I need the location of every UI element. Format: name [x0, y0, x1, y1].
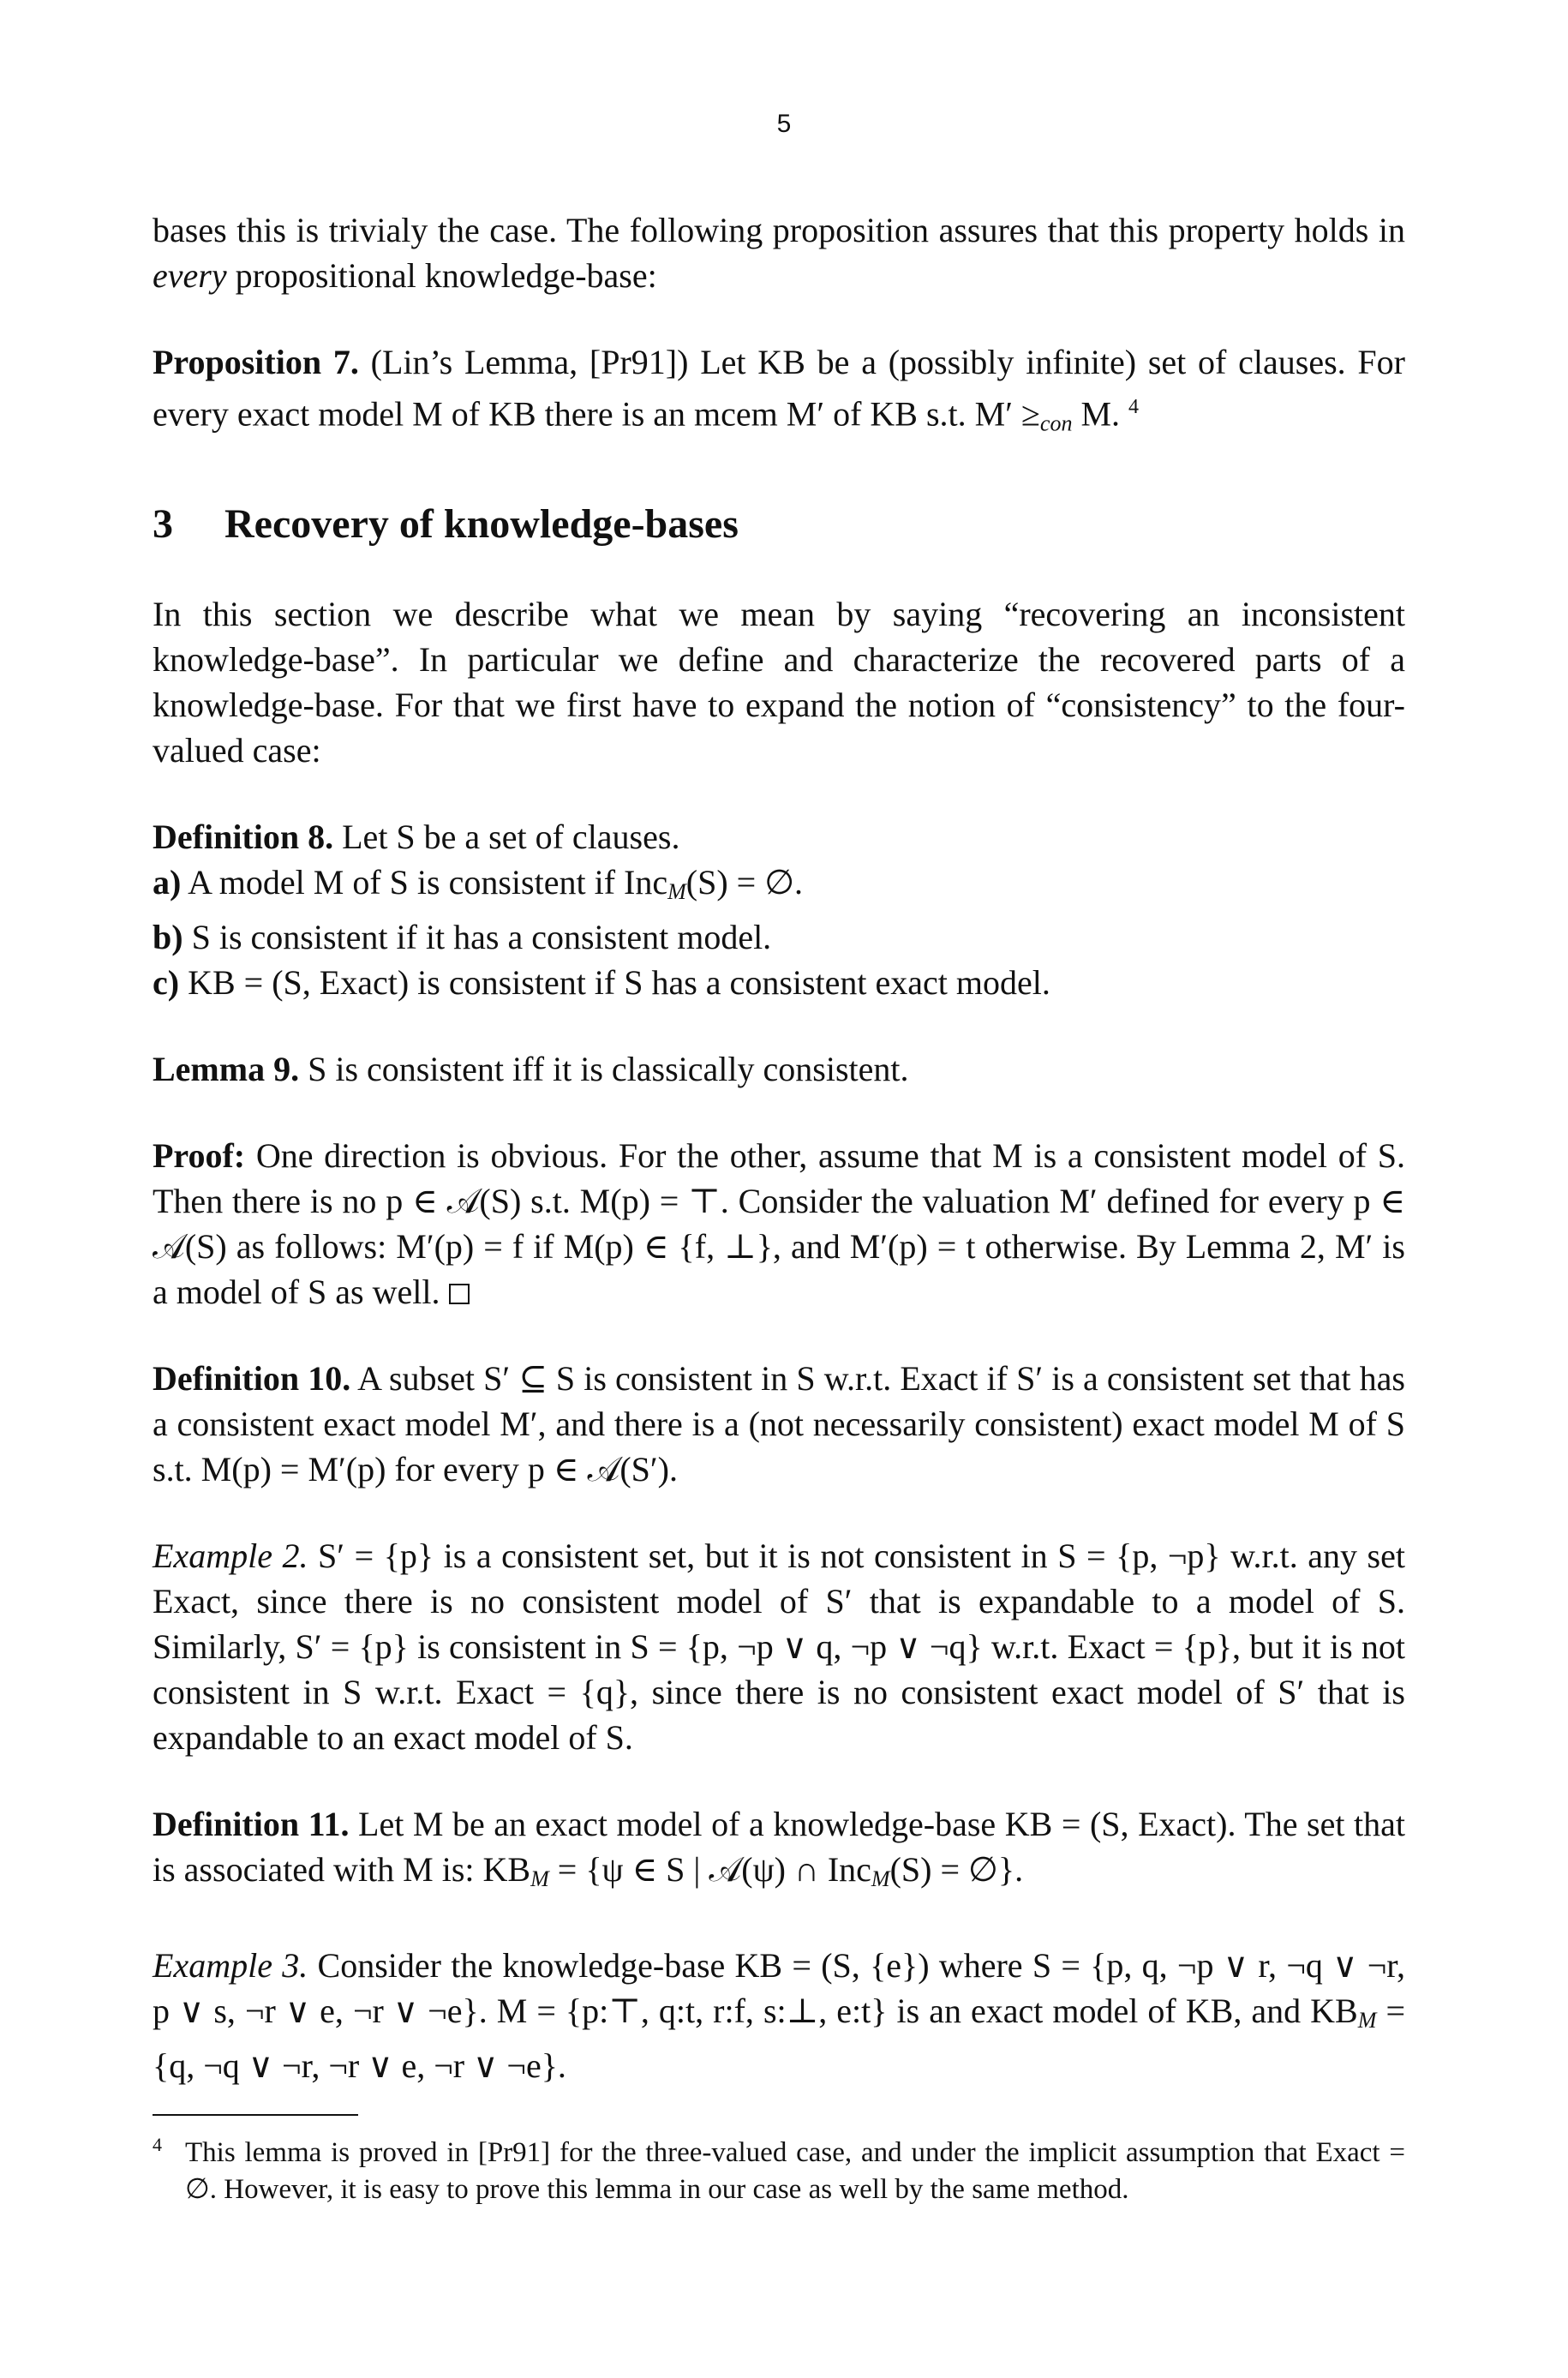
- example-3-tail: = {q, ¬q ∨ ¬r, ¬r ∨ e, ¬r ∨ ¬e}.: [153, 1992, 1405, 2086]
- intro-emphasis: every: [153, 256, 227, 295]
- item-b-mark: b): [153, 918, 183, 957]
- footnote-4-mark: 4: [153, 2134, 162, 2156]
- example-2-label: Example 2.: [153, 1536, 308, 1576]
- proof: [153, 1133, 1405, 1315]
- example-3-label: Example 3.: [153, 1946, 308, 1986]
- page-content: [153, 207, 1405, 2208]
- section-number: 3: [153, 501, 173, 548]
- lemma-9-text: S is consistent iff it is classically consistent.: [299, 1050, 909, 1089]
- proposition-7: [153, 339, 1405, 446]
- lemma-9: [153, 1046, 1405, 1092]
- proposition-7-text: (Lin’s Lemma, [Pr91]) Let KB be a (possibly infinite) set of clauses. For every exact model M of KB there is an mcem M′ of KB s.t. M′ ≥: [153, 343, 1405, 434]
- example-3: [153, 1943, 1405, 2088]
- example-2: [153, 1533, 1405, 1760]
- footnote-4-text: This lemma is proved in [Pr91] for the three-valued case, and under the implicit assumption that Exact = ∅. However, it is easy to prove this lemma in our case as well by the same method.: [185, 2137, 1405, 2206]
- definition-11-mid: = {ψ ∈ S | 𝒜(ψ) ∩ Inc: [548, 1850, 871, 1890]
- proposition-7-subscript: con: [1039, 410, 1073, 436]
- page-number: 5: [776, 110, 792, 138]
- proof-label: Proof:: [153, 1136, 246, 1176]
- item-a-tail: (S) = ∅.: [685, 863, 804, 902]
- definition-8-item-b: [153, 914, 1405, 960]
- definition-8-label: Definition 8.: [153, 818, 334, 857]
- proposition-7-tail: M.: [1072, 394, 1121, 434]
- proof-text: One direction is obvious. For the other, assume that M is a consistent model of S. Then there is no p ∈ 𝒜(S) s.t. M(p) = ⊤. Consider the valuation M′ defined for every p ∈ 𝒜(S) as follows: M′(p) = f if M(p) ∈ {f, ⊥}, and M′(p) = t otherwise. By Lemma 2, M′ is a model of S as well.: [153, 1136, 1405, 1312]
- qed-square-icon: [449, 1284, 470, 1304]
- section-intro-paragraph: In this section we describe what we mean by saying “recovering an inconsistent knowledge-base”. In particular we define and characterize the recovered parts of a knowledge-base. For that we first have to expand the notion of “consistency” to the four-valued case:: [153, 595, 1405, 770]
- definition-11-subscript-b: M: [871, 1866, 890, 1892]
- definition-11-tail: (S) = ∅}.: [889, 1850, 1024, 1890]
- definition-8-item-c: [153, 960, 1405, 1005]
- lemma-9-label: Lemma 9.: [153, 1050, 300, 1089]
- example-3-text: Consider the knowledge-base KB = (S, {e}) where S = {p, q, ¬p ∨ r, ¬q ∨ ¬r, p ∨ s, ¬r ∨ e, ¬r ∨ ¬e}. M = {p:⊤, q:t, r:f, s:⊥, e:t} is an exact model of KB, and KB: [153, 1946, 1405, 2031]
- item-c-text: KB = (S, Exact) is consistent if S has a consistent exact model.: [179, 963, 1050, 1003]
- definition-8-text: Let S be a set of clauses.: [333, 818, 680, 857]
- section-title: Recovery of knowledge-bases: [224, 501, 739, 548]
- definition-8-item-a: [153, 860, 1405, 914]
- example-3-subscript: M: [1357, 2008, 1377, 2034]
- item-a-subscript: M: [667, 879, 686, 905]
- definition-8: [153, 814, 1405, 860]
- item-a-mark: a): [153, 863, 182, 902]
- definition-10-text: A subset S′ ⊆ S is consistent in S w.r.t. Exact if S′ is a consistent set that has a consistent exact model M′, and there is a (not necessarily consistent) exact model M of S s.t. M(p) = M′(p) for every p ∈ 𝒜(S′).: [153, 1359, 1405, 1489]
- definition-10: [153, 1356, 1405, 1492]
- definition-11-text: Let M be an exact model of a knowledge-base KB = (S, Exact). The set that is associated with M is: KB: [153, 1805, 1406, 1890]
- section-heading: [153, 499, 1405, 550]
- intro-text-b: propositional knowledge-base:: [226, 256, 657, 295]
- item-c-mark: c): [153, 963, 180, 1003]
- footnote-ref-4: 4: [1128, 396, 1140, 418]
- proposition-7-label: Proposition 7.: [153, 343, 359, 381]
- item-b-text: S is consistent if it has a consistent model.: [183, 918, 772, 957]
- definition-11-subscript-a: M: [530, 1866, 549, 1892]
- intro-text-a: bases this is trivialy the case. The following proposition assures that this property holds in: [153, 211, 1405, 249]
- footnote-divider: [153, 2114, 358, 2116]
- definition-11-label: Definition 11.: [153, 1805, 350, 1844]
- intro-paragraph: [153, 207, 1405, 298]
- item-a-text: A model M of S is consistent if Inc: [181, 863, 668, 902]
- definition-10-label: Definition 10.: [153, 1359, 351, 1399]
- definition-11: [153, 1801, 1405, 1902]
- example-2-text: S′ = {p} is a consistent set, but it is not consistent in S = {p, ¬p} w.r.t. any set Exact, since there is no consistent model of S′ that is expandable to a model of S. Similarly, S′ = {p} is consistent in S = {p, ¬p ∨ q, ¬p ∨ ¬q} w.r.t. Exact = {p}, but it is not consistent in S w.r.t. Exact = {q}, since there is no consistent exact model of S′ that is expandable to an exact model of S.: [153, 1536, 1405, 1758]
- footnote-4: [153, 2126, 1405, 2208]
